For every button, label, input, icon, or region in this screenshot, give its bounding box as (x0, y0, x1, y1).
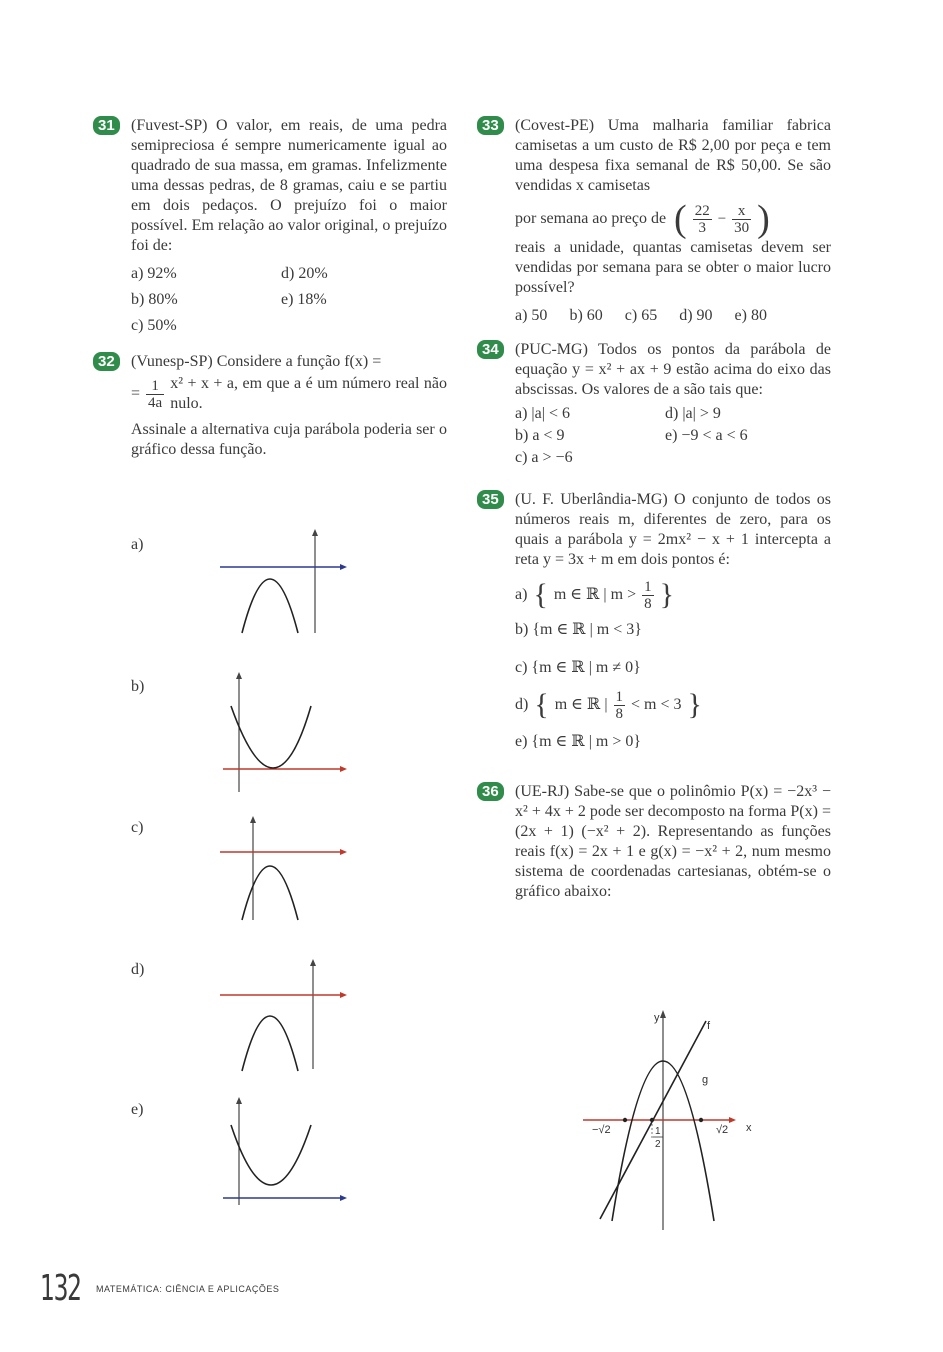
graph-label-a: a) (131, 536, 144, 553)
option-c: c) 65 (624, 307, 658, 324)
right-column (482, 116, 831, 902)
parabola-down (242, 579, 298, 633)
graph-label-d: d) (131, 961, 145, 978)
question-number-badge: 32 (93, 352, 120, 371)
fraction (614, 689, 626, 722)
question-text-intro: (Covest-PE) Uma malharia familiar fabrica camisetas a um custo de R$ 2,00 por peça e tem uma despesa fixa semanal de R$ 50,00. Se são vendidas x camisetas (515, 117, 831, 194)
book-title: MATEMÁTICA: CIÊNCIA E APLICAÇÕES (96, 1284, 280, 1294)
question-32 (98, 352, 447, 460)
parabola-graph-d (215, 955, 355, 1073)
x-axis-arrow (340, 766, 347, 772)
x-axis-arrow (340, 992, 347, 998)
y-axis-arrow (236, 672, 242, 679)
equals-sign: = (131, 385, 141, 402)
option-b: b) a < 9 (515, 427, 565, 444)
option-a: a) 50 (515, 307, 548, 324)
fraction-denominator: 3 (698, 219, 706, 236)
parabola-up (231, 1125, 311, 1185)
intersection-pos-root (699, 1118, 703, 1122)
option-d: d) 20% (281, 265, 328, 282)
option-a: a) { m ∈ ℝ | m > $\frac{1}{8}$ } (515, 578, 675, 612)
option-a: a) 92% (131, 265, 177, 282)
question-34 (482, 340, 831, 468)
option-e: e) 18% (281, 291, 327, 308)
fraction-numerator: 1 (644, 578, 652, 595)
x-axis-arrow (340, 1195, 347, 1201)
parabola-graph-a (215, 525, 355, 635)
parabola-down (242, 1016, 298, 1071)
option-d: d) |a| > 9 (665, 405, 721, 422)
options (515, 576, 831, 752)
y-axis-arrow (250, 816, 256, 823)
option-d: d) 90 (679, 307, 713, 324)
parabola-down (242, 866, 298, 920)
set-expression: m ∈ ℝ | (554, 696, 608, 713)
price-text: por semana ao preço de (515, 210, 667, 227)
option-b: b) 60 (569, 307, 603, 324)
neg-root-label: −√2 (592, 1124, 611, 1136)
x-axis-arrow (340, 564, 347, 570)
fraction-denominator: 8 (644, 595, 652, 612)
option-b: b) {m ∈ ℝ | m < 3} (515, 621, 642, 638)
y-axis-arrow (660, 1010, 666, 1018)
question-text: (Fuvest-SP) O valor, em reais, de uma pedra semipreciosa é sempre numericamente igual ao quadrado de sua massa, em gramas. Infelizmente uma dessas pedras, de 8 gramas, caiu e se partiu em dois pedaços. O prejuízo foi o maior possível. Em relação ao valor original, o prejuízo foi de: (131, 117, 447, 254)
y-axis-arrow (312, 529, 318, 536)
option-e: e) 80 (734, 307, 767, 324)
option-a: a) |a| < 6 (515, 405, 570, 422)
parabola-graph-b (215, 670, 355, 795)
question-number-badge: 34 (477, 340, 504, 359)
fraction-x-30 (732, 203, 751, 236)
half-denominator: 2 (655, 1139, 661, 1150)
question-35 (482, 490, 831, 752)
y-axis-label: y (654, 1012, 660, 1024)
x-axis-label: x (746, 1122, 752, 1134)
minus-sign: − (717, 211, 727, 227)
option-c: c) 50% (131, 317, 177, 334)
option-d: d) { m ∈ ℝ | $\frac{1}{8}$ < m < 3 } (515, 688, 702, 722)
question-number-badge: 33 (477, 116, 504, 135)
fraction-numerator: 1 (146, 378, 164, 395)
set-expression: m ∈ ℝ | m > (553, 586, 637, 603)
fraction-denominator: 4a (148, 394, 163, 411)
function-graph-f-g (580, 1005, 770, 1235)
x-axis-arrow (729, 1117, 736, 1123)
set-expression-tail: < m < 3 (631, 696, 682, 713)
fraction (642, 579, 654, 612)
options (131, 264, 447, 336)
question-text: (PUC-MG) Todos os pontos da parábola de equação y = x² + ax + 9 estão acima do eixo das abscissas. Os valores de a são tais que: (515, 341, 831, 398)
fraction-numerator: 22 (694, 202, 710, 219)
graph-label-e: e) (131, 1101, 144, 1118)
option-label: a) (515, 586, 528, 603)
pos-root-label: √2 (716, 1124, 729, 1136)
parabola-graph-c (215, 812, 355, 922)
left-column (98, 116, 447, 460)
fraction-denominator: 30 (734, 219, 750, 236)
question-number-badge: 35 (477, 490, 504, 509)
question-33 (482, 116, 831, 326)
option-e: e) {m ∈ ℝ | m > 0} (515, 733, 642, 750)
f-label: f (707, 1020, 711, 1032)
question-36 (482, 782, 831, 902)
half-numerator: 1 (655, 1126, 661, 1137)
page-number: 132 (40, 1268, 81, 1309)
fraction-denominator: 8 (615, 705, 624, 722)
intersection-half (650, 1118, 654, 1122)
question-text-intro: (Vunesp-SP) Considere a função f(x) = (131, 353, 382, 370)
question-text: (UE-RJ) Sabe-se que o polinômio P(x) = −2x³ − x² + 4x + 2 pode ser decomposto na forma P(x) = (2x + 1) (−x² + 2). Representando as funções reais f(x) = 2x + 1 e g(x) = −x² + 2, num mesmo sistema de coordenadas cartesianas, obtém-se o gráfico abaixo: (515, 783, 831, 900)
intersection-neg-root (623, 1118, 627, 1122)
question-text-body: reais a unidade, quantas camisetas devem ser vendidas por semana para se obter o maior lucro possível? (515, 239, 831, 296)
options (515, 306, 831, 326)
y-axis-arrow (236, 1097, 242, 1104)
fraction-numerator: 1 (615, 688, 624, 705)
fraction-numerator: x (732, 203, 751, 220)
price-expression (515, 200, 831, 238)
fraction-22-3 (693, 203, 712, 236)
option-e: e) −9 < a < 6 (665, 427, 748, 444)
option-b: b) 80% (131, 291, 178, 308)
graph-label-c: c) (131, 819, 144, 836)
x-axis-arrow (340, 849, 347, 855)
question-31 (98, 116, 447, 336)
question-text-instruction: Assinale a alternativa cuja parábola poderia ser o gráfico dessa função. (131, 421, 447, 458)
question-text: (U. F. Uberlândia-MG) O conjunto de todos os números reais m, diferentes de zero, para os quais a parábola y = 2mx² − x + 1 intercepta a reta y = 3x + m em dois pontos é: (515, 491, 831, 568)
parabola-up (231, 706, 311, 768)
option-c: c) a > −6 (515, 449, 573, 466)
graph-label-b: b) (131, 678, 145, 695)
equation-suffix: x² + x + a, em que a é um número real não nulo. (170, 375, 447, 412)
option-c: c) {m ∈ ℝ | m ≠ 0} (515, 659, 641, 676)
question-number-badge: 31 (93, 116, 120, 135)
option-label: d) (515, 696, 529, 713)
function-equation (131, 374, 447, 414)
question-number-badge: 36 (477, 782, 504, 801)
parabola-graph-e (215, 1095, 355, 1210)
y-axis-arrow (310, 959, 316, 966)
g-label: g (702, 1074, 709, 1086)
fraction (146, 378, 164, 411)
price-formula: ( $\frac{22}{3}$ − $\frac{x}{30}$ ) (674, 198, 770, 240)
options (515, 404, 831, 468)
